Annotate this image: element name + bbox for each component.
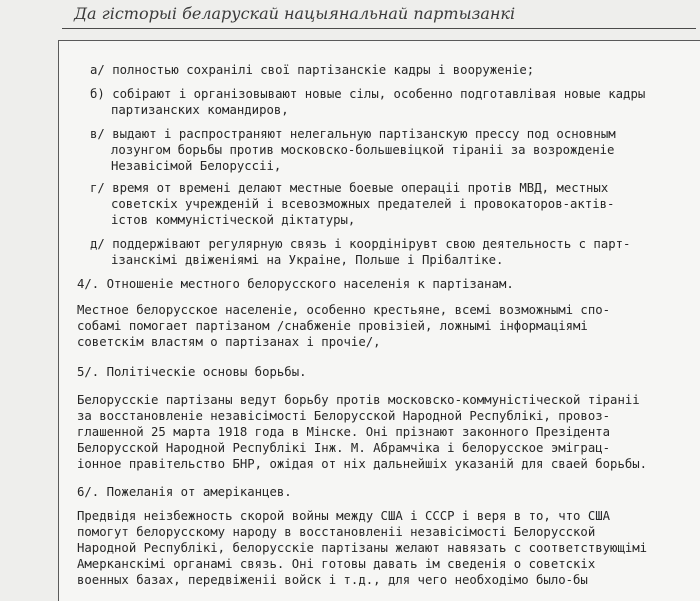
list-item-v-cont: Незавісімой Белоруссіі,	[111, 159, 282, 173]
list-item-d: д/ поддержівают регулярную связь і коордінірувт свою деятельность с парт-	[90, 237, 631, 251]
list-item-d-cont: ізанскімі двіженіямі на Украіне, Польше і Прібалтіке.	[111, 253, 504, 267]
paragraph-line: глашенной 25 марта 1918 года в Мінске. Оні прізнают законного Презідента	[77, 425, 611, 439]
list-item-v: в/ выдают і распространяют нелегальную партізанскую прессу под основным	[90, 127, 616, 141]
paragraph-line: помогут белорусскому народу в восстановленіі незавісімості Белорусской	[77, 525, 596, 539]
paragraph-line: советскім властям о партізанах і прочіе/,	[77, 335, 381, 349]
header-rule	[62, 28, 696, 29]
paragraph-line: военных базах, передвіженіі войск і т.д., для чего необходімо было-бы	[77, 573, 588, 587]
paragraph-line: іонное правітельство БНР, ожідая от ніх дальнейшіх указаній для сваей борьбы.	[77, 457, 648, 471]
list-item-b: б) собірают і організовывают новые сілы, особенно подготавлівая новые кадры	[90, 87, 646, 101]
list-item-g: г/ время от времені делают местные боевые операціі протів МВД, местных	[90, 181, 609, 195]
paragraph-line: собамі помогает партізаном /снабженіе провізіей, ложнымі інформаціямі	[77, 319, 588, 333]
list-item-v-cont: лозунгом борьбы против московско-большевіцкой тіраніі за возрожденіе	[111, 143, 615, 157]
list-item-b-cont: партизанских командиров,	[111, 103, 289, 117]
paragraph-line: Предвідя неізбежность скорой войны между США і СССР і веря в то, что США	[77, 509, 611, 523]
paragraph-line: за восстановленіе незавісімості Белорусской Народной Республікі, провоз-	[77, 409, 611, 423]
running-head: Да гісторыі беларускай нацыянальнай партызанкі	[74, 4, 516, 23]
section-heading-5: 5/. Політіческіе основы борьбы.	[77, 365, 307, 379]
list-item-a: а/ полностью сохранілі свої партізанскіе кадры і вооруженіе;	[90, 63, 535, 77]
paragraph-line: Белорусскіе партізаны ведут борьбу протів московско-коммуністіческой тіраніі	[77, 393, 640, 407]
paragraph-line: Амерканскімі органамі связь. Оні готовы давать ім сведенія о советскіх	[77, 557, 596, 571]
list-item-g-cont: істов коммуністіческой діктатуры,	[111, 213, 356, 227]
section-heading-6: 6/. Пожеланія от амеріканцев.	[77, 485, 292, 499]
paragraph-line: Народной Республікі, белорусскіе партізаны желают навязать с соответствующімі	[77, 541, 648, 555]
paragraph-line: Белорусской Народной Республікі Інж. М. Абрамчіка і белорусское эміграц-	[77, 441, 611, 455]
paragraph-line: Местное белорусское населеніе, особенно крестьяне, всемі возможнымі спо-	[77, 303, 611, 317]
section-heading-4: 4/. Отношеніе местного белорусского населенія к партізанам.	[77, 277, 514, 291]
list-item-g-cont: советскіх учрежденій і всевозможных предателей і провокаторов-актів-	[111, 197, 615, 211]
